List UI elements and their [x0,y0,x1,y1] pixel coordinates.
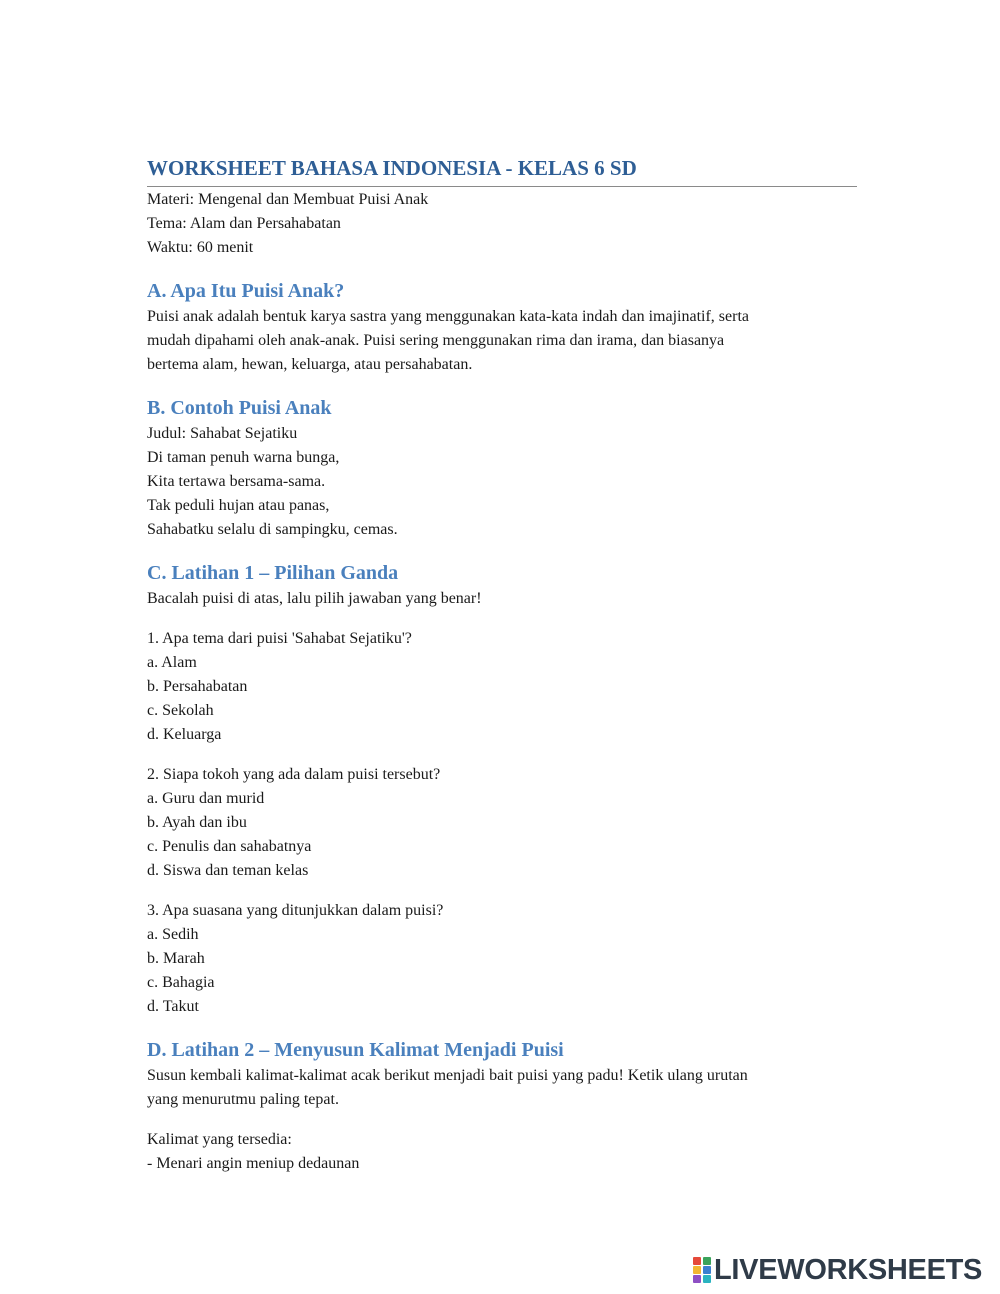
answer-option[interactable]: c. Bahagia [147,974,215,991]
available-sentences-label: Kalimat yang tersedia: [147,1131,292,1148]
answer-option[interactable]: b. Persahabatan [147,678,248,695]
answer-option[interactable]: a. Guru dan murid [147,790,265,807]
section-b-heading: B. Contoh Puisi Anak [147,397,332,419]
poem-line: Sahabatku selalu di sampingku, cemas. [147,521,398,538]
question-2 [147,763,857,883]
meta-tema: Tema: Alam dan Persahabatan [147,215,341,232]
section-d-heading: D. Latihan 2 – Menyusun Kalimat Menjadi Puisi [147,1039,564,1061]
meta-materi: Materi: Mengenal dan Membuat Puisi Anak [147,191,429,208]
answer-option[interactable]: d. Siswa dan teman kelas [147,862,309,879]
section-a-line: bertema alam, hewan, keluarga, atau persahabatan. [147,356,473,373]
worksheet-meta [147,188,857,260]
section-d [147,1036,857,1176]
question-text: 3. Apa suasana yang ditunjukkan dalam puisi? [147,902,444,919]
section-c-instruction: Bacalah puisi di atas, lalu pilih jawaban yang benar! [147,590,482,607]
answer-option[interactable]: d. Keluarga [147,726,222,743]
answer-option[interactable]: c. Sekolah [147,702,214,719]
question-text: 1. Apa tema dari puisi 'Sahabat Sejatiku'? [147,630,412,647]
section-c-heading: C. Latihan 1 – Pilihan Ganda [147,562,399,584]
liveworksheets-logo-icon [693,1257,711,1283]
answer-option[interactable]: b. Marah [147,950,205,967]
answer-option[interactable]: a. Sedih [147,926,199,943]
answer-option[interactable]: a. Alam [147,654,197,671]
section-d-instruction-line: Susun kembali kalimat-kalimat acak berikut menjadi bait puisi yang padu! Ketik ulang urutan [147,1067,748,1084]
liveworksheets-logo-text: LIVEWORKSHEETS [714,1254,983,1286]
available-sentence: - Menari angin meniup dedaunan [147,1155,360,1172]
answer-option[interactable]: b. Ayah dan ibu [147,814,247,831]
section-c [147,559,857,1019]
section-a-line: mudah dipahami oleh anak-anak. Puisi sering menggunakan rima dan irama, dan biasanya [147,332,725,349]
question-text: 2. Siapa tokoh yang ada dalam puisi tersebut? [147,766,441,783]
meta-waktu: Waktu: 60 menit [147,239,254,256]
section-a-line: Puisi anak adalah bentuk karya sastra yang menggunakan kata-kata indah dan imajinatif, serta [147,308,750,325]
question-3 [147,899,857,1019]
answer-option[interactable]: d. Takut [147,998,199,1015]
poem-title: Judul: Sahabat Sejatiku [147,425,298,442]
section-a [147,277,857,377]
worksheet-title: WORKSHEET BAHASA INDONESIA - KELAS 6 SD [147,152,857,187]
question-1 [147,627,857,747]
section-b [147,394,857,542]
section-d-instruction-line: yang menurutmu paling tepat. [147,1091,339,1108]
section-a-heading: A. Apa Itu Puisi Anak? [147,280,345,302]
liveworksheets-logo [693,1254,982,1286]
answer-option[interactable]: c. Penulis dan sahabatnya [147,838,312,855]
poem-line: Kita tertawa bersama-sama. [147,473,326,490]
worksheet-page [147,152,857,1176]
poem-line: Di taman penuh warna bunga, [147,449,340,466]
poem-line: Tak peduli hujan atau panas, [147,497,330,514]
